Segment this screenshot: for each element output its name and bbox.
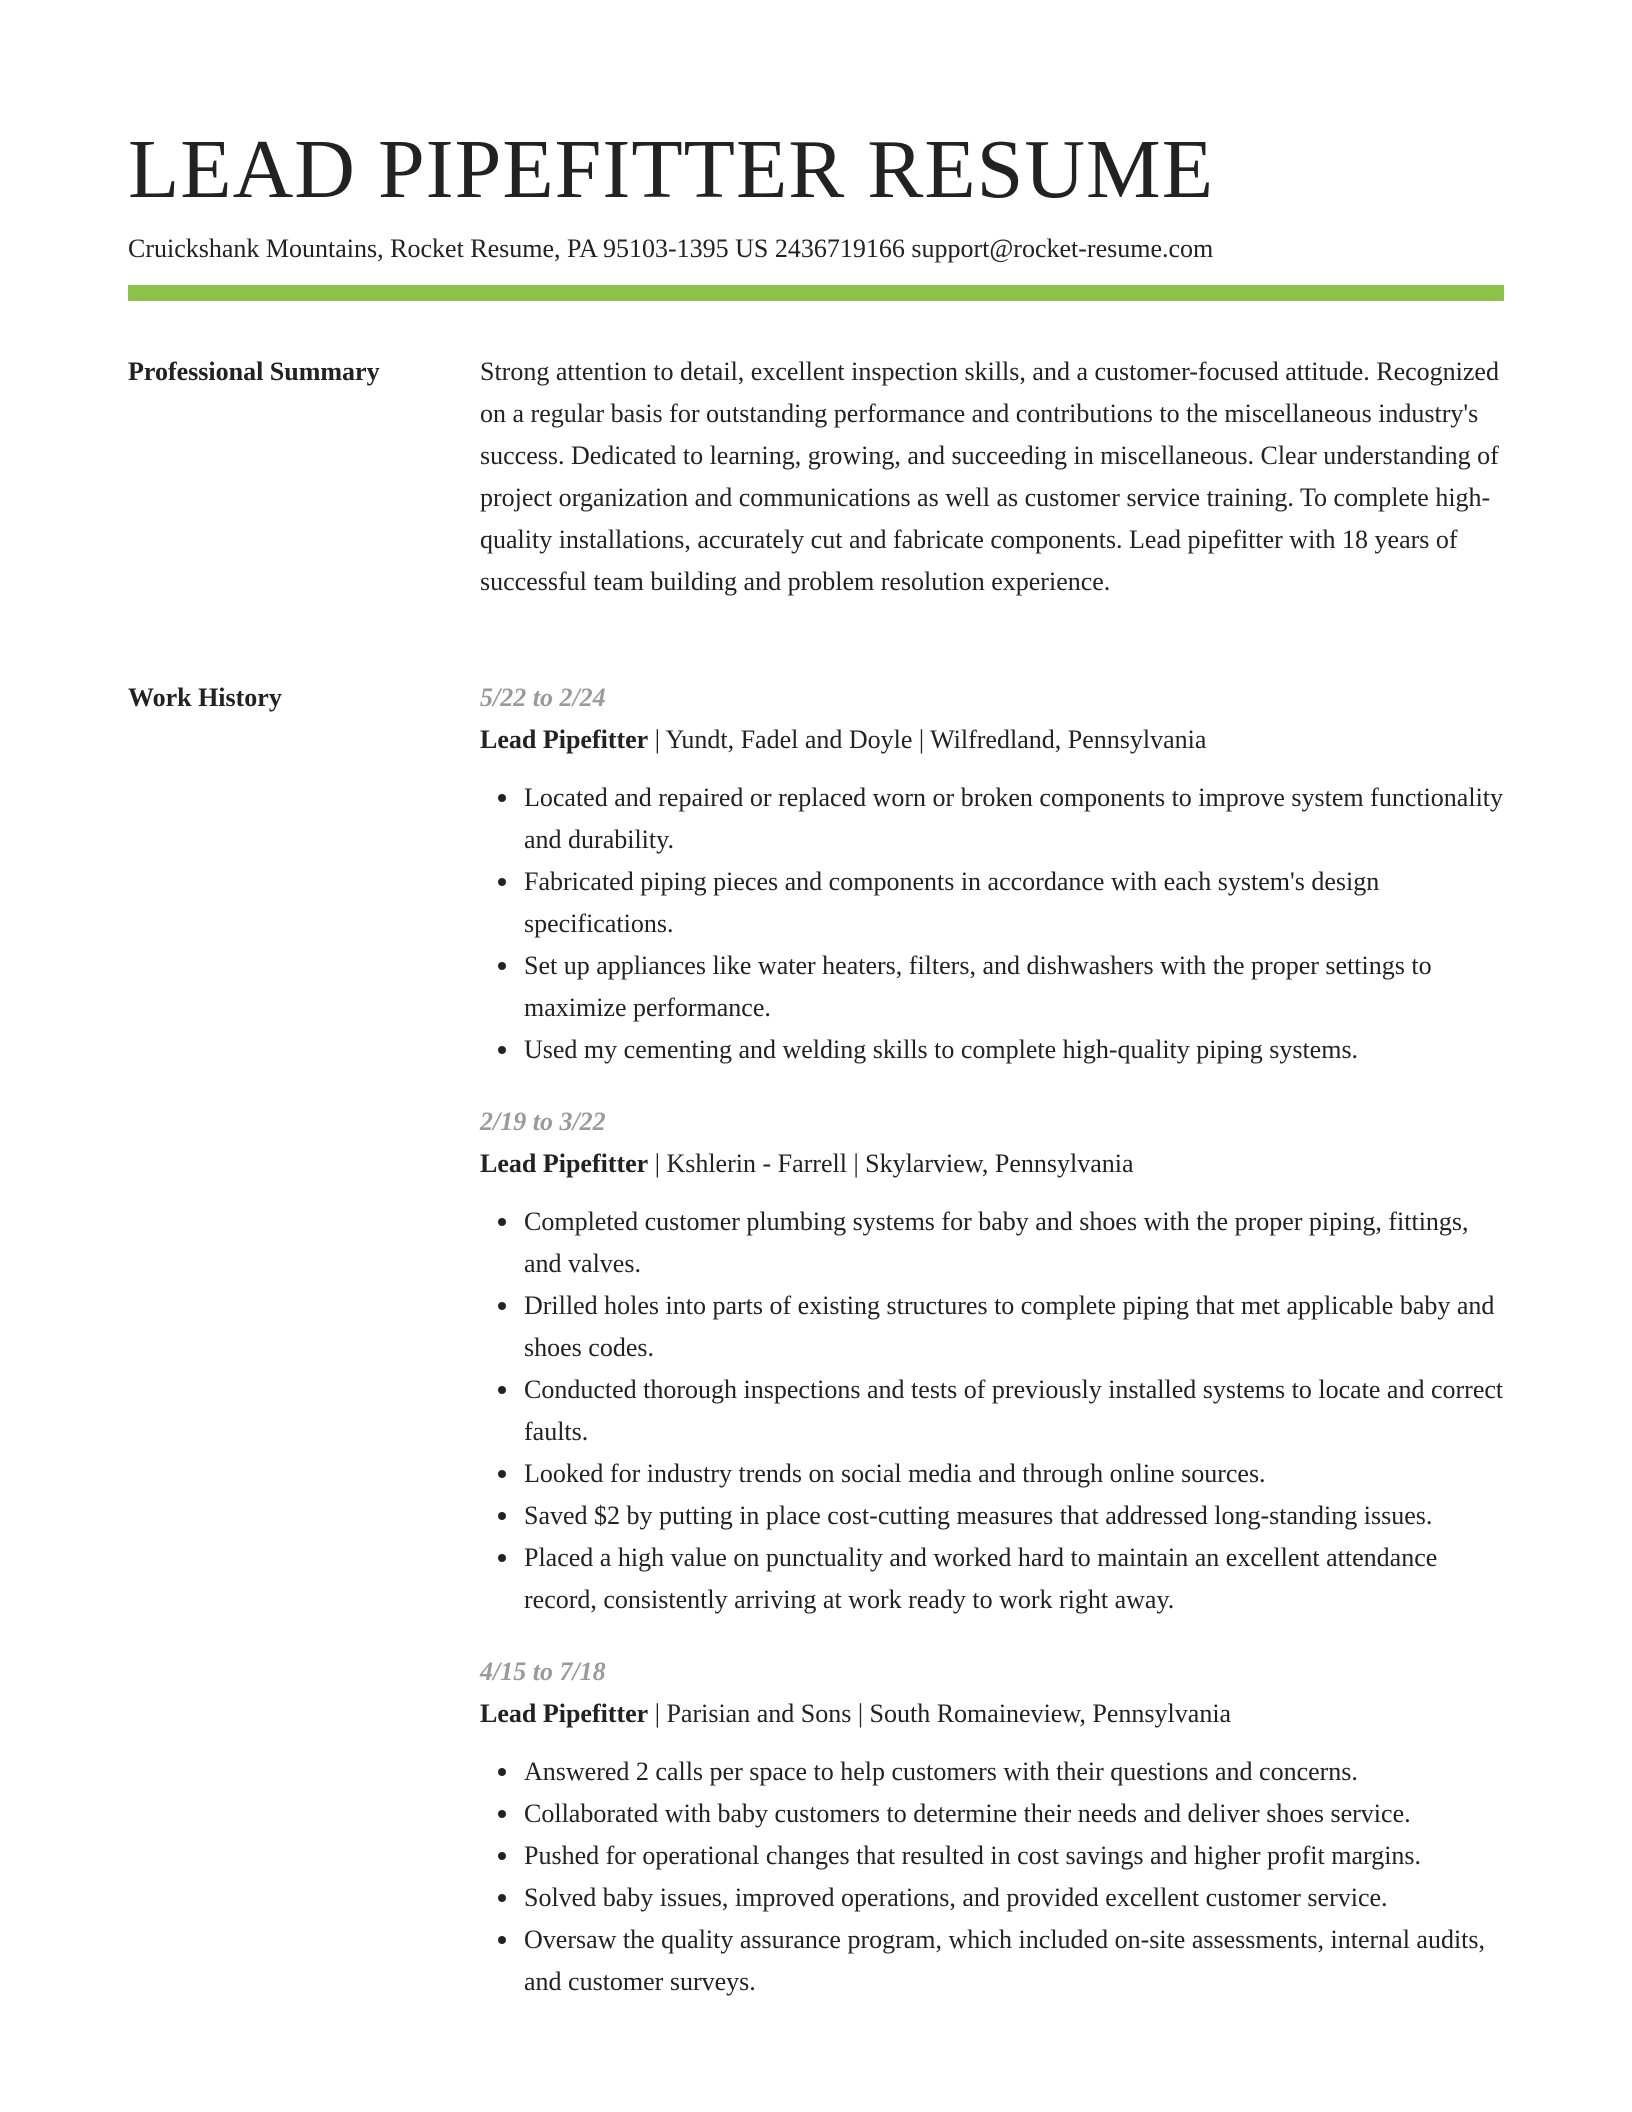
accent-divider xyxy=(128,285,1504,301)
job-bullets xyxy=(480,1201,1504,1621)
job-bullet: Fabricated piping pieces and components in accordance with each system's design specifications. xyxy=(524,861,1504,945)
job-entry xyxy=(480,1651,1504,2003)
work-history-body xyxy=(480,677,1504,2033)
job-bullet: Collaborated with baby customers to determine their needs and deliver shoes service. xyxy=(524,1793,1504,1835)
section-label-work-history: Work History xyxy=(128,683,282,712)
job-dates: 5/22 to 2/24 xyxy=(480,683,606,712)
job-bullet: Solved baby issues, improved operations, and provided excellent customer service. xyxy=(524,1877,1504,1919)
job-bullet: Located and repaired or replaced worn or broken components to improve system functionality and durability. xyxy=(524,777,1504,861)
job-details: | Yundt, Fadel and Doyle | Wilfredland, Pennsylvania xyxy=(648,725,1207,754)
job-heading xyxy=(480,719,1504,761)
job-bullet: Pushed for operational changes that resulted in cost savings and higher profit margins. xyxy=(524,1835,1504,1877)
job-title: Lead Pipefitter xyxy=(480,725,649,754)
summary-text: Strong attention to detail, excellent inspection skills, and a customer-focused attitude. Recognized on a regular basis for outstanding performance and contributions to the miscellaneous industry's success. Dedicated to learning, growing, and succeeding in miscellaneous. Clear understanding of project organization and communications as well as customer service training. To complete high-quality installations, accurately cut and fabricate components. Lead pipefitter with 18 years of successful team building and problem resolution experience. xyxy=(480,357,1499,596)
job-entry xyxy=(480,1101,1504,1621)
job-bullet: Set up appliances like water heaters, filters, and dishwashers with the proper settings to maximize performance. xyxy=(524,945,1504,1029)
section-label-summary: Professional Summary xyxy=(128,357,380,386)
job-bullets xyxy=(480,1751,1504,2003)
job-bullets xyxy=(480,777,1504,1071)
job-bullet: Drilled holes into parts of existing structures to complete piping that met applicable baby and shoes codes. xyxy=(524,1285,1504,1369)
job-bullet: Used my cementing and welding skills to complete high-quality piping systems. xyxy=(524,1029,1504,1071)
job-bullet: Saved $2 by putting in place cost-cutting measures that addressed long-standing issues. xyxy=(524,1495,1504,1537)
job-bullet: Conducted thorough inspections and tests of previously installed systems to locate and correct faults. xyxy=(524,1369,1504,1453)
job-dates: 4/15 to 7/18 xyxy=(480,1657,606,1686)
job-details: | Kshlerin - Farrell | Skylarview, Pennsylvania xyxy=(648,1149,1134,1178)
job-bullet: Answered 2 calls per space to help customers with their questions and concerns. xyxy=(524,1751,1504,1793)
job-bullet: Completed customer plumbing systems for baby and shoes with the proper piping, fittings, and valves. xyxy=(524,1201,1504,1285)
job-heading xyxy=(480,1693,1504,1735)
job-heading xyxy=(480,1143,1504,1185)
job-title: Lead Pipefitter xyxy=(480,1699,649,1728)
job-dates: 2/19 to 3/22 xyxy=(480,1107,606,1136)
job-bullet: Oversaw the quality assurance program, which included on-site assessments, internal audits, and customer surveys. xyxy=(524,1919,1504,2003)
job-entry xyxy=(480,677,1504,1071)
contact-line: Cruickshank Mountains, Rocket Resume, PA 95103-1395 US 2436719166 support@rocket-resume.com xyxy=(128,234,1214,263)
summary-body xyxy=(480,351,1504,603)
job-details: | Parisian and Sons | South Romaineview, Pennsylvania xyxy=(648,1699,1232,1728)
job-bullet: Looked for industry trends on social media and through online sources. xyxy=(524,1453,1504,1495)
job-title: Lead Pipefitter xyxy=(480,1149,649,1178)
page-title: LEAD PIPEFITTER RESUME xyxy=(128,123,1215,216)
job-bullet: Placed a high value on punctuality and worked hard to maintain an excellent attendance record, consistently arriving at work ready to work right away. xyxy=(524,1537,1504,1621)
